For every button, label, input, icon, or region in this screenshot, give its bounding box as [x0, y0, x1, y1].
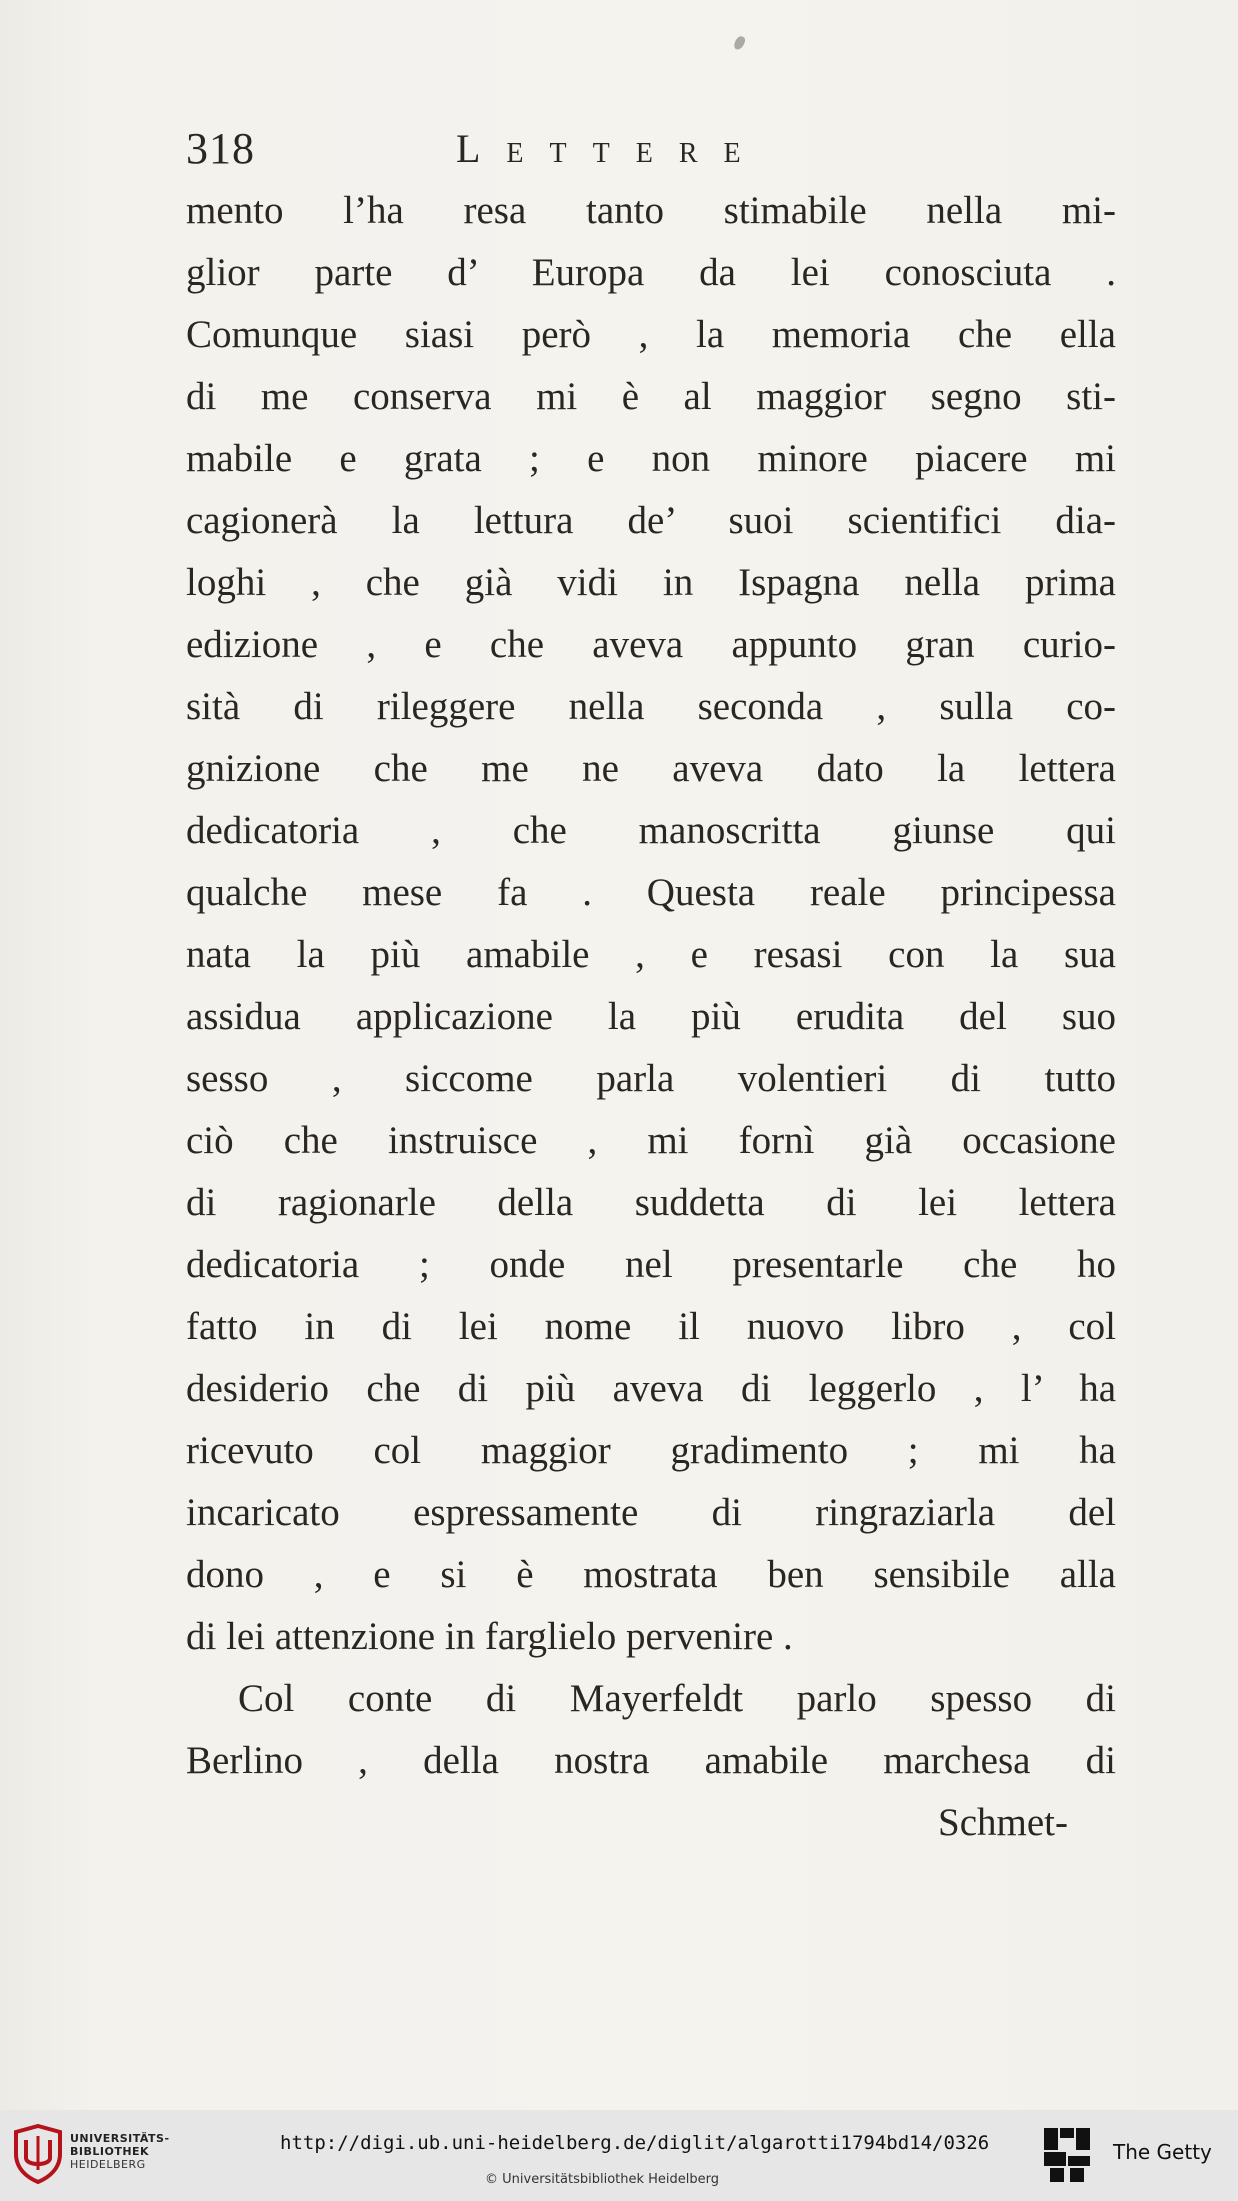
getty-logo-icon: [1042, 2126, 1092, 2184]
text-line: desiderio che di più aveva di leggerlo , l’ ha: [186, 1367, 1116, 1410]
library-name-line: BIBLIOTHEK: [70, 2145, 150, 2158]
copyright-notice: © Universitätsbibliothek Heidelberg: [485, 2172, 720, 2187]
text-line: gnizione che me ne aveva dato la lettera: [186, 747, 1116, 790]
library-name-line: HEIDELBERG: [70, 2158, 146, 2171]
running-title: Lettere: [456, 126, 767, 171]
university-library-logo-icon: [12, 2124, 64, 2184]
text-line: ricevuto col maggior gradimento ; mi ha: [186, 1429, 1116, 1472]
text-line: mabile e grata ; e non minore piacere mi: [186, 437, 1116, 480]
text-line: di me conserva mi è al maggior segno sti-: [186, 375, 1116, 418]
text-line: edizione , e che aveva appunto gran curio-: [186, 623, 1116, 666]
text-line: dedicatoria , che manoscritta giunse qui: [186, 809, 1116, 852]
text-line: Comunque siasi però , la memoria che ella: [186, 313, 1116, 356]
text-line: sità di rileggere nella seconda , sulla co-: [186, 685, 1116, 728]
text-line: glior parte d’ Europa da lei conosciuta .: [186, 251, 1116, 294]
library-name: [70, 2132, 170, 2171]
text-line: loghi , che già vidi in Ispagna nella prima: [186, 561, 1116, 604]
catchword: Schmet-: [938, 1801, 1068, 1844]
page-number: 318: [186, 124, 255, 173]
ink-speck: [732, 35, 746, 51]
text-line: ciò che instruisce , mi fornì già occasione: [186, 1119, 1116, 1162]
text-line: dedicatoria ; onde nel presentarle che ho: [186, 1243, 1116, 1286]
text-line: di ragionarle della suddetta di lei lettera: [186, 1181, 1116, 1224]
text-line: dono , e si è mostrata ben sensibile alla: [186, 1553, 1116, 1596]
permalink-url[interactable]: http://digi.ub.uni-heidelberg.de/diglit/algarotti1794bd14/0326: [280, 2132, 990, 2154]
library-name-line: UNIVERSITÄTS-: [70, 2132, 170, 2145]
text-line-paragraph-start: Col conte di Mayerfeldt parlo spesso di: [238, 1677, 1116, 1720]
body-text: [186, 180, 1116, 1854]
text-line-paragraph-end: di lei attenzione in farglielo pervenire .: [186, 1615, 793, 1658]
text-line: Berlino , della nostra amabile marchesa di: [186, 1739, 1116, 1782]
text-line: assidua applicazione la più erudita del suo: [186, 995, 1116, 1038]
page-header: [186, 118, 1126, 180]
text-line: qualche mese fa . Questa reale principessa: [186, 871, 1116, 914]
text-line: nata la più amabile , e resasi con la sua: [186, 933, 1116, 976]
viewer-footer: [0, 2110, 1238, 2201]
text-line: mento l’ha resa tanto stimabile nella mi-: [186, 189, 1116, 232]
text-line: cagionerà la lettura de’ suoi scientifici dia-: [186, 499, 1116, 542]
text-line: incaricato espressamente di ringraziarla del: [186, 1491, 1116, 1534]
partner-name: The Getty: [1113, 2140, 1212, 2164]
text-line: fatto in di lei nome il nuovo libro , col: [186, 1305, 1116, 1348]
text-line: sesso , siccome parla volentieri di tutto: [186, 1057, 1116, 1100]
